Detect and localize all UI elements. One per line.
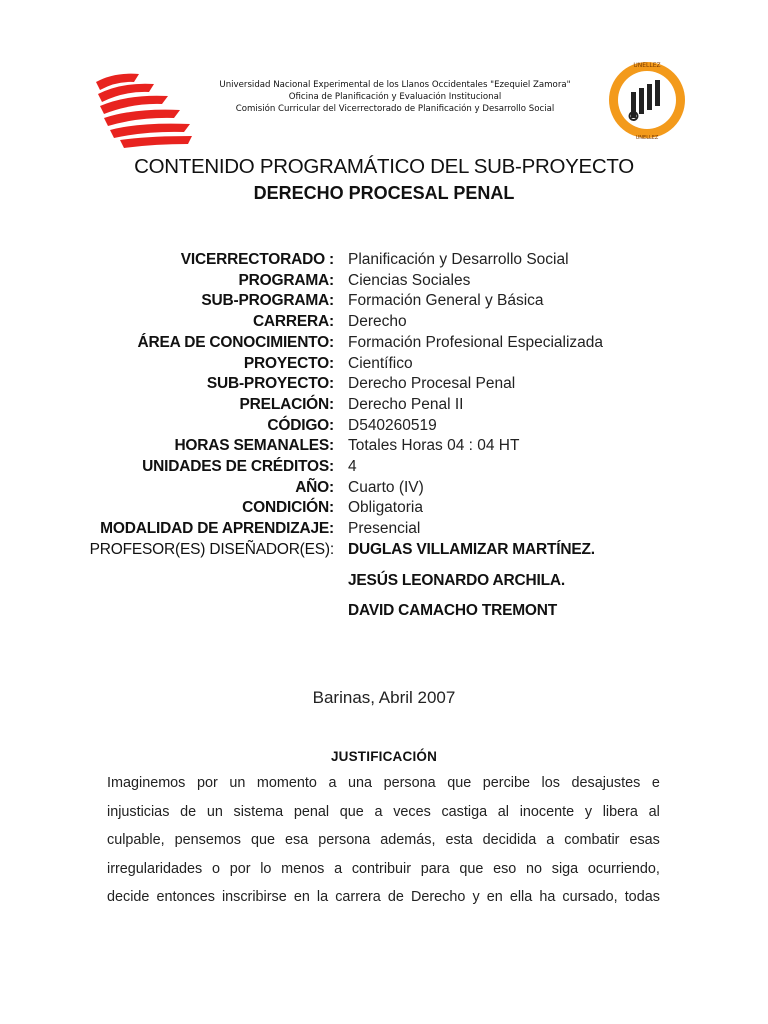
paragraph-word: Derecho [410,889,466,905]
field-label: PROYECTO: [243,354,334,372]
paragraph-word: eso [493,860,517,877]
field-label: CONDICIÓN: [242,499,334,517]
field-row [0,417,768,438]
field-value: Derecho Procesal Penal [348,375,516,393]
field-label: PRELACIÓN: [239,395,334,413]
subproject-title: DERECHO PROCESAL PENAL [253,183,515,203]
paragraph-word: lo [260,860,272,877]
unellez-logo-right [606,58,688,142]
paragraph-word: los [541,775,560,791]
paragraph-word: inscribirse [221,889,287,905]
paragraph-line [107,889,660,909]
field-value: Derecho [348,313,407,331]
field-value: Formación General y Básica [348,292,544,310]
paragraph-line [107,861,660,881]
paragraph-word: esa [285,832,309,848]
paragraph-word: castiga [441,803,488,820]
paragraph-word: que [447,775,472,791]
document-title: CONTENIDO PROGRAMÁTICO DEL SUB-PROYECTO [134,155,634,178]
paragraph-word: a [328,775,337,791]
field-row [0,499,768,520]
paragraph-word: en [486,889,503,905]
paragraph-word: que [459,860,484,877]
paragraph-word: a [334,860,343,877]
paragraph-word: percibe [482,775,530,791]
field-label: SUB-PROYECTO: [206,375,334,393]
paragraph-word: al [648,803,660,820]
paragraph-word: o [211,860,220,877]
paragraph-line [107,804,660,824]
paragraph-word: esas [629,832,660,848]
field-value: Formación Profesional Especializada [348,333,604,351]
field-row [0,396,768,417]
paragraph-word: la [316,889,329,905]
professors-row [0,572,768,593]
paragraph-word: carrera [335,889,381,905]
paragraph-word: veces [393,803,431,820]
paragraph-word: y [472,889,480,905]
field-label: CARRERA: [252,313,334,331]
field-row [0,520,768,541]
paragraph-word: libera [602,803,638,820]
professors-label: PROFESOR(ES) DISEÑADOR(ES): [89,541,334,559]
paragraph-word: persona [383,775,436,791]
field-value: 4 [348,458,357,475]
paragraph-word: menos [281,860,325,877]
field-label: AÑO: [295,478,334,496]
field-label: UNIDADES DE CRÉDITOS: [142,458,334,475]
paragraph-word: de [180,803,197,820]
place-date: Barinas, Abril 2007 [312,688,456,707]
field-label: HORAS SEMANALES: [174,437,334,455]
field-row [0,334,768,355]
paragraph-word: combatir [564,832,620,848]
field-value: Cuarto (IV) [348,478,424,496]
field-value: Científico [348,354,413,372]
field-row [0,355,768,376]
field-label: ÁREA DE CONOCIMIENTO: [137,333,334,351]
field-label: SUB-PROGRAMA: [201,292,334,310]
field-value: Totales Horas 04 : 04 HT [348,437,520,455]
paragraph-word: irregularidades [107,860,203,877]
logo-bottom-text: UNELLEZ [635,135,659,141]
paragraph-word: culpable, [107,832,165,848]
field-value: D540260519 [348,416,437,434]
paragraph-word: ha [539,889,556,905]
paragraph-word: decidida [482,832,537,848]
justification-heading: JUSTIFICACIÓN [330,749,438,764]
paragraph-word: siga [551,860,579,877]
professors-row [0,541,768,562]
paragraph-word: una [348,775,373,791]
field-label: MODALIDAD DE APRENDIZAJE: [100,520,334,538]
paragraph-word: inocente [519,803,575,820]
paragraph-word: a [546,832,555,848]
field-row [0,375,768,396]
paragraph-word: de [387,889,404,905]
paragraph-word: para [420,860,450,877]
paragraph-word: un [229,775,246,791]
professor-name: JESÚS LEONARDO ARCHILA. [348,571,566,589]
paragraph-line [107,775,660,795]
paragraph-word: desajustes [571,775,641,791]
field-row [0,272,768,293]
paragraph-word: ella [509,889,533,905]
field-row [0,292,768,313]
paragraph-word: momento [256,775,317,791]
paragraph-word: contribuir [351,860,412,877]
paragraph-word: todas [624,889,660,905]
institution-line: Universidad Nacional Experimental de los Llanos Occidentales "Ezequiel Zamora" [219,80,571,90]
field-row [0,251,768,272]
paragraph-word: injusticias [107,803,170,820]
field-value: Ciencias Sociales [348,271,471,289]
field-row [0,313,768,334]
paragraph-word: que [339,803,364,820]
logo-top-text: UNELLEZ [633,62,661,69]
professor-name: DAVID CAMACHO TREMONT [348,602,558,620]
paragraph-word: no [526,860,543,877]
field-label: VICERRECTORADO : [180,251,334,268]
institution-line: Oficina de Planificación y Evaluación Institucional [288,92,502,102]
paragraph-word: decide [107,889,150,905]
field-row [0,437,768,458]
paragraph-word: entonces [156,889,215,905]
unellez-logo-left [94,70,194,150]
paragraph-word: penal [293,803,330,820]
paragraph-word: que [251,832,276,848]
paragraph-word: a [374,803,383,820]
institution-header [210,79,580,115]
field-value: Derecho Penal II [348,395,464,413]
paragraph-word: ocurriendo, [587,860,660,877]
field-value: Obligatoria [348,499,423,517]
field-row [0,458,768,479]
paragraph-word: al [497,803,509,820]
institution-line: Comisión Curricular del Vicerrectorado de Planificación y Desarrollo Social [235,104,555,114]
field-value: Planificación y Desarrollo Social [348,251,569,268]
paragraph-line [107,832,660,852]
paragraph-word: persona [318,832,371,848]
field-label: PROGRAMA: [238,271,334,289]
paragraph-word: Imaginemos [107,775,186,791]
paragraph-word: por [196,775,218,791]
field-row [0,479,768,500]
paragraph-word: e [651,775,660,791]
paragraph-word: en [293,889,310,905]
paragraph-word: por [229,860,251,877]
paragraph-word: pensemos [174,832,242,848]
paragraph-word: esta [445,832,473,848]
paragraph-word: sistema [233,803,284,820]
paragraph-word: cursado, [562,889,618,905]
field-value: Presencial [348,520,421,538]
paragraph-word: además, [380,832,436,848]
paragraph-word: y [584,803,593,820]
field-label: CÓDIGO: [267,416,334,434]
professor-name: DUGLAS VILLAMIZAR MARTÍNEZ. [348,541,595,559]
paragraph-word: un [206,803,223,820]
professors-row [0,602,768,623]
